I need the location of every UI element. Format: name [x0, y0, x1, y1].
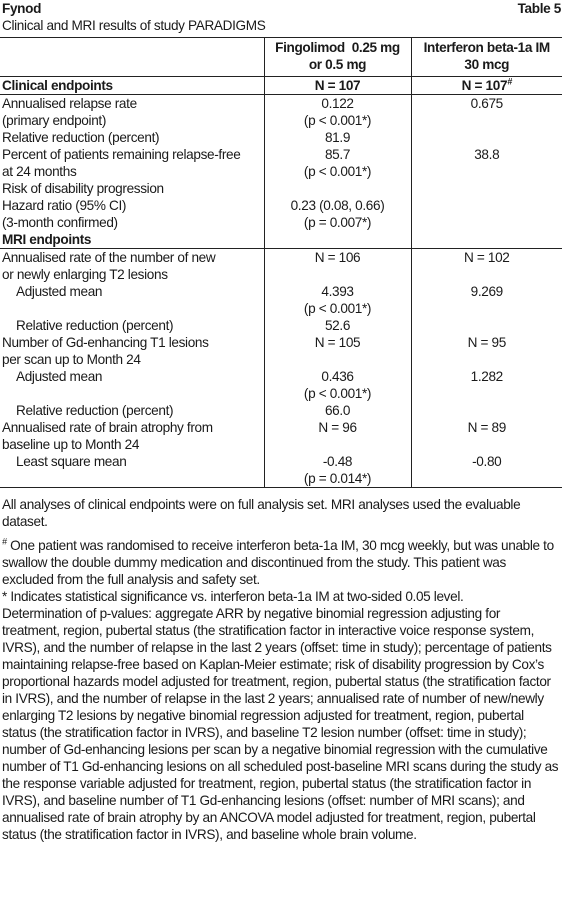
cell-fingolimod: 66.0 [264, 402, 411, 419]
cell-value: 0.122 [321, 96, 354, 111]
cell-fingolimod [264, 146, 411, 180]
header-interferon-line2: 30 mcg [464, 57, 510, 72]
row-label: MRI endpoints [0, 231, 264, 249]
cell-interferon: 38.8 [411, 146, 562, 180]
cell-interferon-n: N = 107 [461, 78, 508, 93]
row-label: Least square mean [0, 453, 264, 488]
cell-p-value: (p < 0.001*) [303, 164, 372, 179]
table-number: Table 5 [517, 1, 561, 16]
cell-fingolimod: 81.9 [264, 129, 411, 146]
cell-fingolimod [264, 197, 411, 231]
row-label-line1: Number of Gd-enhancing T1 lesions [2, 335, 209, 350]
row-label-line2: or newly enlarging T2 lesions [2, 267, 168, 282]
cell-p-value: (p < 0.001*) [303, 301, 372, 316]
table-row-gd-adjusted-mean [0, 368, 562, 402]
table-row-t2-lesions [0, 249, 562, 284]
row-label-line1: Annualised relapse rate [2, 96, 137, 111]
row-label [0, 249, 264, 284]
row-label-line1: Hazard ratio (95% CI) [2, 198, 127, 213]
cell-fingolimod: N = 96 [264, 419, 411, 453]
table-row-t2-relative-reduction [0, 317, 562, 334]
cell-fingolimod [264, 368, 411, 402]
analysis-note: All analyses of clinical endpoints were on full analysis set. MRI analyses used the evaluable dataset. [2, 497, 521, 529]
row-label: Relative reduction (percent) [16, 318, 174, 333]
cell-value: 0.436 [321, 369, 354, 384]
table-row-hazard-ratio [0, 197, 562, 231]
cell-interferon: 1.282 [411, 368, 562, 402]
cell-interferon [411, 77, 562, 95]
cell-interferon [411, 129, 562, 146]
row-label: Adjusted mean [16, 369, 103, 384]
row-label-line1: Percent of patients remaining relapse-free [2, 147, 241, 162]
row-label: Relative reduction (percent) [2, 130, 160, 145]
cell-fingolimod [264, 95, 411, 130]
hash-footnote-mark: # [507, 76, 512, 87]
row-label-line2: (primary endpoint) [2, 113, 107, 128]
star-footnote: * Indicates statistical significance vs. interferon beta-1a IM at two-sided 0.05 level. [2, 589, 464, 604]
row-label-line2: (3-month confirmed) [2, 215, 118, 230]
row-label [0, 197, 264, 231]
cell-fingolimod: 52.6 [264, 317, 411, 334]
cell-interferon: -0.80 [411, 453, 562, 488]
cell-value: 85.7 [324, 147, 351, 162]
table-row-risk-disability [0, 180, 562, 197]
row-label: Adjusted mean [16, 284, 103, 299]
header-label-column [0, 38, 264, 77]
cell-interferon [411, 231, 562, 249]
table-row-clinical-endpoints [0, 77, 562, 95]
cell-value: 4.393 [321, 284, 354, 299]
header-fingolimod-line1: Fingolimod 0.25 mg [275, 40, 400, 55]
cell-interferon [411, 402, 562, 419]
table-row-relapse-free [0, 146, 562, 180]
cell-interferon [411, 317, 562, 334]
table-footnotes [0, 488, 562, 843]
table-row-mri-endpoints [0, 231, 562, 249]
cell-p-value: (p = 0.014*) [303, 471, 372, 486]
hash-footnote-text: One patient was randomised to receive interferon beta-1a IM, 30 mcg weekly, but was unable to swallow the double dummy medication and discontinued from the study. This patient was excluded from the full analysis and safety set. [2, 538, 554, 587]
p-value-determination-note: Determination of p-values: aggregate ARR by negative binomial regression adjusting for treatment, region, pubertal status (the stratification factor in interactive voice response system, IVRS), and the number of relapse in the last 2 years (offset: time in study); percentage of patients maintaining relapse-free based on Kaplan-Meier estimate; risk of disability progression by Cox’s proportional hazards model adjusted for treatment, region, pubertal status (the stratification factor in IVRS), and the number of relapse in the last 2 years; annualised rate of number of new/newly enlarging T2 lesions by negative binomial regression adjusted for treatment, region, pubertal status (the stratification factor in IVRS), and baseline T2 lesion number (offset: time in study); number of Gd-enhancing lesions per scan by a negative binomial regression with the cumulative number of T1 Gd-enhancing lesions on all scheduled post-baseline MRI scans during the study as the response variable adjusted for treatment, region, pubertal status (the stratification factor in IVRS), and baseline number of T1 Gd-enhancing lesions (offset: number of MRI scans); and annualised rate of brain atrophy by an ANCOVA model adjusted for treatment, region, pubertal status (the stratification factor in IVRS), and baseline whole brain volume. [2, 606, 559, 842]
cell-interferon: N = 102 [411, 249, 562, 284]
results-table [0, 37, 562, 488]
cell-fingolimod [264, 283, 411, 317]
cell-fingolimod: N = 106 [264, 249, 411, 284]
table-row-brain-atrophy [0, 419, 562, 453]
row-label-line2: baseline up to Month 24 [2, 437, 140, 452]
table-header-row [0, 38, 562, 77]
cell-fingolimod: N = 105 [264, 334, 411, 368]
cell-p-value: (p < 0.001*) [303, 113, 372, 128]
cell-value: 0.23 (0.08, 0.66) [290, 198, 385, 213]
header-fingolimod [264, 38, 411, 77]
cell-interferon: N = 95 [411, 334, 562, 368]
row-label: Clinical endpoints [0, 77, 264, 95]
cell-interferon: N = 89 [411, 419, 562, 453]
row-label [0, 419, 264, 453]
cell-value: -0.48 [322, 454, 353, 469]
cell-fingolimod: N = 107 [264, 77, 411, 95]
header-fingolimod-line2: or 0.5 mg [308, 57, 367, 72]
table-row-least-square-mean [0, 453, 562, 488]
cell-fingolimod [264, 231, 411, 249]
table-row-t2-adjusted-mean [0, 283, 562, 317]
hash-footnote [2, 537, 560, 588]
row-label [0, 95, 264, 130]
table-row-gd-relative-reduction [0, 402, 562, 419]
row-label-line1: Annualised rate of the number of new [2, 250, 216, 265]
cell-interferon [411, 180, 562, 197]
row-label [0, 146, 264, 180]
table-caption: Clinical and MRI results of study PARADIGMS [2, 18, 266, 33]
header-interferon-line1: Interferon beta-1a IM [423, 40, 550, 55]
cell-interferon: 9.269 [411, 283, 562, 317]
row-label: Risk of disability progression [2, 181, 164, 196]
brand-name: Fynod [2, 1, 42, 16]
row-label-line2: at 24 months [2, 164, 77, 179]
cell-p-value: (p = 0.007*) [303, 215, 372, 230]
header-interferon [411, 38, 562, 77]
row-label: Relative reduction (percent) [16, 403, 174, 418]
cell-interferon: 0.675 [411, 95, 562, 130]
table-row-annualised-relapse-rate [0, 95, 562, 130]
cell-interferon [411, 197, 562, 231]
row-label-line2: per scan up to Month 24 [2, 352, 141, 367]
hash-footnote-symbol: # [2, 536, 7, 547]
cell-p-value: (p < 0.001*) [303, 386, 372, 401]
document-header [0, 0, 562, 17]
cell-fingolimod [264, 453, 411, 488]
table-row-relative-reduction [0, 129, 562, 146]
row-label-line1: Annualised rate of brain atrophy from [2, 420, 213, 435]
row-label [0, 334, 264, 368]
table-row-gd-lesions [0, 334, 562, 368]
cell-fingolimod [264, 180, 411, 197]
